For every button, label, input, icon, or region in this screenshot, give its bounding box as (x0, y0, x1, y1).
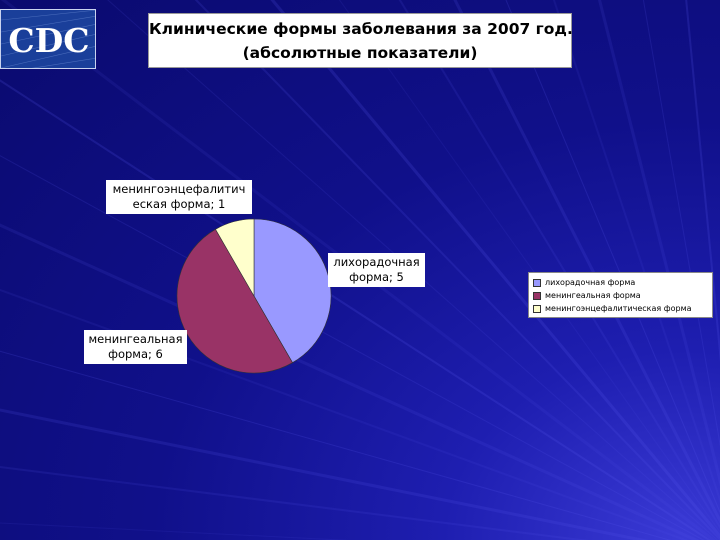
data-label-meningoencephalitic-form (106, 180, 252, 214)
data-label-line: менингеальная (88, 332, 183, 346)
data-label-line: менингоэнцефалитич (112, 182, 246, 196)
legend-label: менингоэнцефалитическая форма (545, 304, 692, 313)
chart-legend (528, 272, 713, 318)
chart-title-line2: (абсолютные показатели) (242, 44, 478, 62)
data-label-line: форма; 6 (108, 347, 163, 361)
legend-item (533, 302, 712, 315)
data-label-meningeal-form (84, 330, 187, 364)
legend-swatch (533, 279, 541, 287)
legend-item (533, 276, 712, 289)
data-label-line: форма; 5 (349, 270, 404, 284)
legend-swatch (533, 305, 541, 313)
legend-label: менингеальная форма (545, 291, 641, 300)
data-label-fever-form (328, 253, 425, 287)
chart-title-line1: Клинические формы заболевания за 2007 год. (149, 20, 573, 38)
data-label-line: еская форма; 1 (132, 197, 226, 211)
legend-label: лихорадочная форма (545, 278, 636, 287)
legend-item (533, 289, 712, 302)
data-label-line: лихорадочная (333, 255, 420, 269)
legend-swatch (533, 292, 541, 300)
logo-text: CDC (8, 21, 90, 60)
